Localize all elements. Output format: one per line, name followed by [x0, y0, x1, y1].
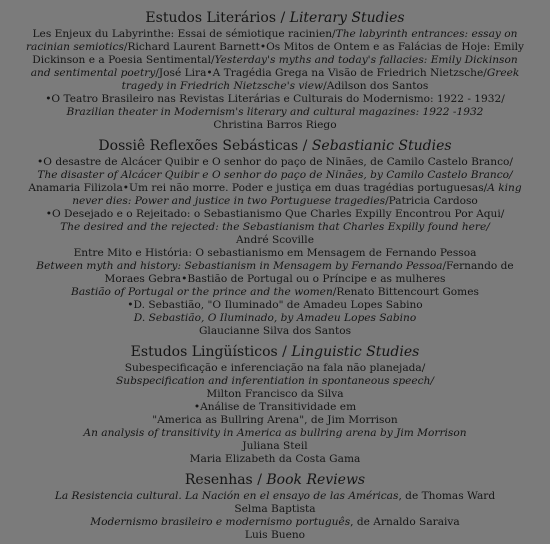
section-title-pt: Dossiê Reflexões Sebásticas	[98, 138, 299, 154]
entry-text: •Análise de Transitividade em	[193, 401, 357, 413]
entry-line	[6, 427, 544, 440]
entry-text: Subespecificação e inferenciação na fala não planejada/	[124, 362, 426, 374]
entry-line	[6, 247, 544, 260]
entry-text-italic: Brazilian theater in Modernism's literary and cultural magazines: 1922 -1932	[66, 106, 484, 118]
entry-text-italic: tragedy in Friedrich Nietzsche's view	[121, 80, 324, 92]
entry-text: Juliana Steil	[242, 440, 308, 452]
entry-text: Selma Baptista	[234, 503, 316, 515]
entry-line	[6, 234, 544, 247]
section-heading	[6, 344, 544, 361]
entry-line	[6, 401, 544, 414]
entry-line	[6, 440, 544, 453]
entry-text-italic: Subspecification and inferentiation in spontaneous speech/	[116, 375, 434, 387]
entry-line	[6, 54, 544, 67]
entry-line	[6, 503, 544, 516]
entry-line	[6, 312, 544, 325]
entry-text: "America as Bullring Arena", de Jim Morrison	[152, 414, 398, 426]
section	[6, 138, 544, 338]
section-title-separator: /	[276, 10, 290, 26]
section-title-en: Book Reviews	[266, 472, 366, 488]
entry-text: Dickinson e a Poesia Sentimental/	[32, 54, 215, 66]
entry-text: , de Thomas Ward	[398, 490, 496, 502]
entry-text: Luis Bueno	[244, 529, 306, 541]
section-title-pt: Resenhas	[184, 472, 253, 488]
entry-text: Les Enjeux du Labyrinthe: Essai de sémiotique racinien/	[32, 28, 336, 40]
entry-text: •O Desejado e o Rejeitado: o Sebastianismo Que Charles Expilly Encontrou Por Aqui/	[45, 208, 505, 220]
section-heading	[6, 138, 544, 155]
entry-line	[6, 208, 544, 221]
entry-line	[6, 273, 544, 286]
entry-text: , de Arnaldo Saraiva	[350, 516, 460, 528]
entry-text: Glaucianne Silva dos Santos	[198, 325, 352, 337]
section-title-pt: Estudos Lingüísticos	[130, 344, 278, 360]
entry-line	[6, 80, 544, 93]
entry-text: /Renato Bittencourt Gomes	[332, 286, 479, 298]
entry-line	[6, 325, 544, 338]
entry-text-italic: Yesterday's myths and today's fallacies: Emily Dickinson	[214, 54, 518, 66]
entry-text: •O Teatro Brasileiro nas Revistas Literárias e Culturais do Modernismo: 1922 - 1932/	[45, 93, 505, 105]
entry-text: /Fernando de	[442, 260, 514, 272]
entry-text-italic: Bastião of Portugal or the prince and the women	[71, 286, 333, 298]
entry-line	[6, 106, 544, 119]
entry-text: •D. Sebastião, "O Iluminado" de Amadeu Lopes Sabino	[127, 299, 423, 311]
entry-text-italic: Greek	[486, 67, 520, 79]
section-title-en: Sebastianic Studies	[311, 138, 452, 154]
entry-line	[6, 299, 544, 312]
entry-text: Anamaria Filizola•Um rei não morre. Poder e justiça em duas tragédias portuguesas/	[28, 182, 488, 194]
entry-text: •O desastre de Alcácer Quibir e O senhor do paço de Ninães, de Camilo Castelo Branco/	[37, 156, 513, 168]
entry-line	[6, 182, 544, 195]
entry-line	[6, 529, 544, 542]
entry-text: /Richard Laurent Barnett•Os Mitos de Ontem e as Falácias de Hoje: Emily	[123, 41, 525, 53]
entry-line	[6, 119, 544, 132]
entry-text-italic: La Resistencia cultural. La Nación en el ensayo de las Américas	[54, 490, 399, 502]
entry-text: /Adilson dos Santos	[323, 80, 429, 92]
section-heading	[6, 10, 544, 27]
entry-line	[6, 195, 544, 208]
entry-text: Maria Elizabeth da Costa Gama	[189, 453, 361, 465]
entry-text-italic: Between myth and history: Sebastianism in Mensagem by Fernando Pessoa	[36, 260, 443, 272]
entry-text: Entre Mito e História: O sebastianismo em Mensagem de Fernando Pessoa	[73, 247, 477, 259]
entry-text-italic: An analysis of transitivity in America as bullring arena by Jim Morrison	[83, 427, 467, 439]
entry-line	[6, 388, 544, 401]
entry-line	[6, 516, 544, 529]
entry-text-italic: A king	[487, 182, 522, 194]
entry-line	[6, 414, 544, 427]
entry-text-italic: racinian semiotics	[25, 41, 124, 53]
entry-line	[6, 490, 544, 503]
entry-line	[6, 375, 544, 388]
entry-line	[6, 169, 544, 182]
entry-text-italic: never dies: Power and justice in two Portuguese tragedies	[72, 195, 386, 207]
section	[6, 344, 544, 466]
entry-text-italic: and sentimental poetry	[30, 67, 156, 79]
section-heading	[6, 472, 544, 489]
section-title-separator: /	[277, 344, 292, 360]
entry-text-italic: The desired and the rejected: the Sebastianism that Charles Expilly found here/	[60, 221, 490, 233]
entry-text-italic: The disaster of Alcácer Quibir e O senhor do paço de Ninães, by Camilo Castelo Branco/	[37, 169, 513, 181]
entry-text: Moraes Gebra•Bastião de Portugal ou o Príncipe e as mulheres	[104, 273, 446, 285]
entry-text: Milton Francisco da Silva	[206, 388, 344, 400]
section	[6, 472, 544, 542]
section-title-separator: /	[298, 138, 312, 154]
entry-text: /Patricia Cardoso	[385, 195, 478, 207]
entry-text-italic: D. Sebastião, O Iluminado, by Amadeu Lopes Sabino	[133, 312, 417, 324]
entry-text: Christina Barros Riego	[213, 119, 337, 131]
entry-text-italic: The labyrinth entrances: essay on	[335, 28, 518, 40]
entry-line	[6, 41, 544, 54]
section-title-pt: Estudos Literários	[145, 10, 277, 26]
entry-text-italic: Modernismo brasileiro e modernismo português	[90, 516, 351, 528]
entry-line	[6, 260, 544, 273]
entry-text: /José Lira•A Tragédia Grega na Visão de Friedrich Nietzsche/	[155, 67, 487, 79]
section-title-separator: /	[252, 472, 267, 488]
entry-line	[6, 453, 544, 466]
entry-line	[6, 156, 544, 169]
entry-line	[6, 28, 544, 41]
entry-text: André Scoville	[236, 234, 314, 246]
entry-line	[6, 362, 544, 375]
section	[6, 10, 544, 132]
entry-line	[6, 286, 544, 299]
entry-line	[6, 67, 544, 80]
entry-line	[6, 221, 544, 234]
section-title-en: Linguistic Studies	[291, 344, 420, 360]
section-title-en: Literary Studies	[289, 10, 405, 26]
entry-line	[6, 93, 544, 106]
